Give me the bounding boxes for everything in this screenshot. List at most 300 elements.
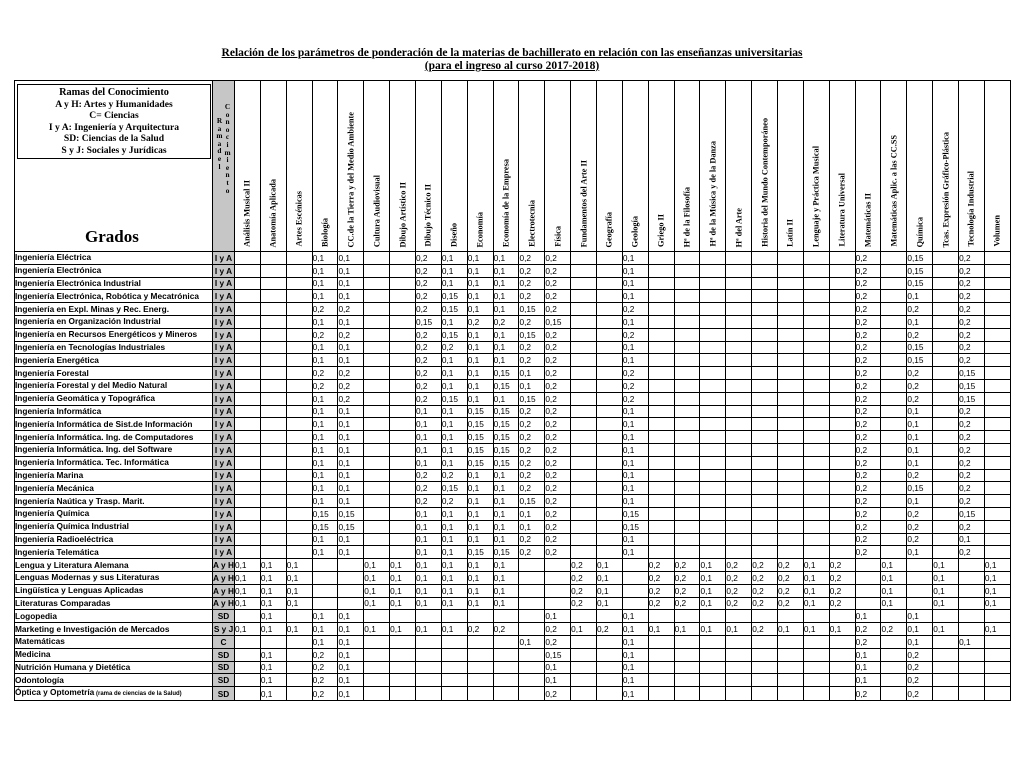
weight-cell: 0,1 bbox=[907, 418, 933, 431]
table-row bbox=[15, 687, 1011, 701]
weight-cell: 0,1 bbox=[622, 418, 648, 431]
weight-cell: 0,1 bbox=[338, 290, 364, 303]
weight-cell bbox=[803, 252, 829, 265]
weight-cell bbox=[881, 264, 907, 277]
weight-cell bbox=[881, 469, 907, 482]
weight-cell bbox=[959, 597, 985, 610]
weight-cell: 0,15 bbox=[441, 482, 467, 495]
weight-cell: 0,1 bbox=[597, 584, 623, 597]
weight-cell: 0,1 bbox=[312, 277, 338, 290]
weight-cell: 0,1 bbox=[416, 443, 442, 456]
weight-cell bbox=[235, 648, 261, 661]
weight-cell: 0,2 bbox=[545, 341, 571, 354]
weight-cell: 0,15 bbox=[441, 392, 467, 405]
weight-cell bbox=[286, 674, 312, 687]
weight-cell bbox=[752, 495, 778, 508]
weight-cell: 0,1 bbox=[286, 597, 312, 610]
weight-cell: 0,2 bbox=[416, 354, 442, 367]
weight-cell bbox=[674, 546, 700, 559]
table-row bbox=[15, 456, 1011, 469]
weight-cell: 0,2 bbox=[545, 303, 571, 316]
column-header-label: Geología bbox=[630, 215, 640, 247]
weight-cell: 0,1 bbox=[441, 443, 467, 456]
weight-cell bbox=[416, 648, 442, 661]
weight-cell bbox=[674, 431, 700, 444]
weight-cell bbox=[286, 482, 312, 495]
weight-cell bbox=[881, 252, 907, 265]
weight-cell bbox=[984, 495, 1010, 508]
weight-cell bbox=[726, 520, 752, 533]
weight-cell: 0,15 bbox=[493, 367, 519, 380]
weight-cell bbox=[778, 482, 804, 495]
weight-cell bbox=[338, 559, 364, 572]
weight-cell: 0,1 bbox=[338, 623, 364, 636]
weight-cell bbox=[648, 418, 674, 431]
weight-cell bbox=[235, 405, 261, 418]
weight-cell bbox=[648, 367, 674, 380]
weight-cell: 0,1 bbox=[519, 379, 545, 392]
weight-cell bbox=[778, 264, 804, 277]
weight-cell: 0,1 bbox=[907, 495, 933, 508]
weight-cell: 0,2 bbox=[416, 303, 442, 316]
weight-cell bbox=[829, 520, 855, 533]
weight-cell: 0,1 bbox=[467, 469, 493, 482]
weight-cell bbox=[933, 482, 959, 495]
weight-cell bbox=[648, 277, 674, 290]
weight-cell bbox=[778, 674, 804, 687]
weight-cell bbox=[726, 661, 752, 674]
weight-cell: 0,15 bbox=[312, 520, 338, 533]
degree-name-suffix: (rama de ciencias de la Salud) bbox=[94, 691, 182, 698]
weight-cell bbox=[235, 674, 261, 687]
weight-cell bbox=[260, 354, 286, 367]
weight-cell bbox=[829, 379, 855, 392]
weight-cell bbox=[674, 354, 700, 367]
weight-cell bbox=[829, 495, 855, 508]
weight-cell bbox=[959, 559, 985, 572]
weight-cell: 0,2 bbox=[416, 328, 442, 341]
weight-cell: 0,1 bbox=[519, 507, 545, 520]
weight-cell: 0,1 bbox=[441, 520, 467, 533]
weight-cell bbox=[700, 456, 726, 469]
degree-name bbox=[15, 507, 213, 520]
weight-cell: 0,2 bbox=[907, 661, 933, 674]
weight-cell bbox=[933, 328, 959, 341]
weight-cell bbox=[700, 648, 726, 661]
weight-cell: 0,1 bbox=[984, 623, 1010, 636]
weight-cell bbox=[933, 264, 959, 277]
rama-code: SD bbox=[213, 661, 235, 674]
weight-cell bbox=[390, 520, 416, 533]
weight-cell bbox=[984, 520, 1010, 533]
weight-cell: 0,15 bbox=[338, 507, 364, 520]
weight-cell bbox=[803, 418, 829, 431]
weight-cell: 0,2 bbox=[545, 520, 571, 533]
weight-cell: 0,1 bbox=[312, 456, 338, 469]
rama-header-letter: n bbox=[225, 117, 230, 127]
weight-cell bbox=[390, 443, 416, 456]
weight-cell: 0,1 bbox=[467, 277, 493, 290]
weight-cell bbox=[803, 354, 829, 367]
weight-cell: 0,1 bbox=[622, 456, 648, 469]
weight-cell: 0,2 bbox=[338, 328, 364, 341]
column-header-label: Tcas. Expresión Gráfico-Plástica bbox=[941, 131, 951, 247]
weight-cell: 0,2 bbox=[726, 571, 752, 584]
weight-cell: 0,1 bbox=[260, 661, 286, 674]
weight-cell bbox=[855, 584, 881, 597]
column-header bbox=[726, 81, 752, 252]
weight-cell bbox=[648, 507, 674, 520]
weight-cell bbox=[700, 354, 726, 367]
weight-cell: 0,1 bbox=[493, 533, 519, 546]
column-header bbox=[545, 81, 571, 252]
weight-cell bbox=[984, 418, 1010, 431]
weight-cell: 0,15 bbox=[493, 418, 519, 431]
weight-cell: 0,2 bbox=[907, 520, 933, 533]
weight-cell bbox=[648, 443, 674, 456]
weight-cell: 0,2 bbox=[648, 571, 674, 584]
weight-cell bbox=[803, 328, 829, 341]
weight-cell bbox=[726, 507, 752, 520]
weight-cell: 0,2 bbox=[545, 354, 571, 367]
weight-cell: 0,2 bbox=[855, 367, 881, 380]
weight-cell: 0,1 bbox=[312, 482, 338, 495]
weight-cell bbox=[364, 418, 390, 431]
weight-cell bbox=[803, 367, 829, 380]
weight-cell: 0,2 bbox=[338, 392, 364, 405]
weight-cell bbox=[571, 687, 597, 701]
legend-box bbox=[17, 84, 211, 159]
weight-cell bbox=[674, 277, 700, 290]
weight-cell: 0,2 bbox=[493, 315, 519, 328]
weight-cell bbox=[959, 674, 985, 687]
document-title: Relación de los parámetros de ponderación de la materias de bachillerato en relación con las enseñanzas universitarias bbox=[221, 47, 803, 59]
weight-cell: 0,1 bbox=[338, 443, 364, 456]
weight-cell: 0,1 bbox=[338, 533, 364, 546]
weight-cell: 0,1 bbox=[441, 623, 467, 636]
weight-cell bbox=[416, 610, 442, 623]
column-header bbox=[959, 81, 985, 252]
weight-cell bbox=[778, 405, 804, 418]
weight-cell bbox=[597, 661, 623, 674]
weight-cell bbox=[571, 507, 597, 520]
weight-cell: 0,2 bbox=[778, 571, 804, 584]
weight-cell: 0,1 bbox=[338, 418, 364, 431]
weight-cell bbox=[467, 661, 493, 674]
weight-cell: 0,15 bbox=[622, 507, 648, 520]
table-row bbox=[15, 443, 1011, 456]
weight-cell bbox=[390, 290, 416, 303]
weight-cell bbox=[984, 648, 1010, 661]
column-header-label: Fundamentos del Arte II bbox=[579, 159, 589, 247]
weight-cell bbox=[260, 315, 286, 328]
weight-cell bbox=[778, 418, 804, 431]
weight-cell bbox=[390, 648, 416, 661]
weight-cell bbox=[390, 315, 416, 328]
weight-cell: 0,1 bbox=[338, 661, 364, 674]
degree-name bbox=[15, 418, 213, 431]
weight-cell bbox=[881, 328, 907, 341]
weight-cell bbox=[726, 533, 752, 546]
table-row bbox=[15, 520, 1011, 533]
weight-cell bbox=[752, 367, 778, 380]
weight-cell: 0,1 bbox=[622, 661, 648, 674]
weight-cell: 0,2 bbox=[622, 379, 648, 392]
weight-cell: 0,2 bbox=[855, 252, 881, 265]
degree-name-text: Medicina bbox=[15, 649, 51, 660]
degree-name bbox=[15, 571, 213, 584]
weight-cell bbox=[571, 354, 597, 367]
weight-cell bbox=[286, 354, 312, 367]
column-header bbox=[752, 81, 778, 252]
weight-cell bbox=[829, 431, 855, 444]
weight-cell bbox=[959, 661, 985, 674]
weight-cell: 0,2 bbox=[416, 290, 442, 303]
degree-name-text: Lenguas Modernas y sus Literaturas bbox=[15, 572, 160, 583]
weight-cell bbox=[907, 559, 933, 572]
weight-cell bbox=[571, 405, 597, 418]
weight-cell bbox=[312, 559, 338, 572]
weight-cell: 0,1 bbox=[338, 405, 364, 418]
degree-name bbox=[15, 610, 213, 623]
table-row bbox=[15, 482, 1011, 495]
weight-cell: 0,2 bbox=[416, 277, 442, 290]
table-row bbox=[15, 290, 1011, 303]
weight-cell: 0,1 bbox=[338, 277, 364, 290]
weight-cell: 0,2 bbox=[959, 443, 985, 456]
weight-cell bbox=[648, 469, 674, 482]
weight-cell: 0,1 bbox=[803, 584, 829, 597]
weight-cell: 0,2 bbox=[907, 533, 933, 546]
weight-cell bbox=[235, 264, 261, 277]
weight-cell bbox=[364, 354, 390, 367]
weight-cell: 0,1 bbox=[622, 533, 648, 546]
weight-cell bbox=[959, 687, 985, 701]
weight-cell: 0,2 bbox=[493, 623, 519, 636]
weight-cell: 0,2 bbox=[622, 328, 648, 341]
weight-cell bbox=[235, 546, 261, 559]
weight-cell bbox=[726, 610, 752, 623]
weight-cell: 0,2 bbox=[959, 252, 985, 265]
column-header-label: Hª de la Filosofía bbox=[682, 186, 692, 247]
table-row bbox=[15, 559, 1011, 572]
weight-cell: 0,1 bbox=[467, 367, 493, 380]
weight-cell: 0,1 bbox=[286, 571, 312, 584]
weight-cell bbox=[493, 635, 519, 648]
weight-cell bbox=[778, 495, 804, 508]
weight-cell bbox=[829, 546, 855, 559]
weight-cell: 0,1 bbox=[467, 328, 493, 341]
weight-cell bbox=[312, 584, 338, 597]
weight-cell bbox=[829, 648, 855, 661]
degree-name-text: Ingeniería Forestal y del Medio Natural bbox=[15, 380, 168, 391]
weight-cell bbox=[881, 303, 907, 316]
weight-cell bbox=[648, 328, 674, 341]
weight-cell bbox=[364, 431, 390, 444]
weight-cell bbox=[829, 687, 855, 701]
rama-code: I y A bbox=[213, 392, 235, 405]
weight-cell bbox=[260, 392, 286, 405]
weight-cell bbox=[726, 290, 752, 303]
weight-cell: 0,1 bbox=[622, 252, 648, 265]
weight-cell: 0,1 bbox=[933, 597, 959, 610]
weight-cell bbox=[260, 635, 286, 648]
weight-cell: 0,2 bbox=[752, 571, 778, 584]
weight-cell: 0,2 bbox=[726, 584, 752, 597]
weight-cell: 0,15 bbox=[338, 520, 364, 533]
weight-cell bbox=[984, 328, 1010, 341]
weight-cell bbox=[286, 277, 312, 290]
weight-cell bbox=[933, 635, 959, 648]
weight-cell bbox=[984, 610, 1010, 623]
weight-cell: 0,2 bbox=[519, 277, 545, 290]
weight-cell bbox=[933, 469, 959, 482]
weight-cell bbox=[752, 431, 778, 444]
weight-cell: 0,15 bbox=[622, 520, 648, 533]
weight-cell: 0,1 bbox=[467, 379, 493, 392]
weight-cell: 0,2 bbox=[752, 584, 778, 597]
weight-cell: 0,1 bbox=[467, 252, 493, 265]
weight-cell: 0,2 bbox=[519, 354, 545, 367]
weight-cell bbox=[752, 315, 778, 328]
degree-name-text: Ingeniería Informática de Sist.de Información bbox=[15, 418, 193, 429]
column-header bbox=[312, 81, 338, 252]
weight-cell: 0,1 bbox=[235, 584, 261, 597]
weight-cell: 0,1 bbox=[338, 610, 364, 623]
weight-cell: 0,1 bbox=[907, 456, 933, 469]
weight-cell: 0,2 bbox=[571, 559, 597, 572]
weight-cell bbox=[571, 661, 597, 674]
weight-cell: 0,2 bbox=[907, 367, 933, 380]
weight-cell bbox=[674, 443, 700, 456]
weight-cell bbox=[622, 559, 648, 572]
weight-cell bbox=[235, 315, 261, 328]
weight-cell: 0,1 bbox=[338, 674, 364, 687]
weight-cell bbox=[597, 507, 623, 520]
weight-cell bbox=[597, 341, 623, 354]
weight-cell: 0,1 bbox=[597, 571, 623, 584]
weight-cell: 0,2 bbox=[855, 482, 881, 495]
weight-cell: 0,2 bbox=[648, 597, 674, 610]
weight-cell: 0,1 bbox=[338, 264, 364, 277]
weight-cell bbox=[390, 469, 416, 482]
weight-cell: 0,1 bbox=[467, 290, 493, 303]
weight-cell: 0,15 bbox=[441, 303, 467, 316]
weight-cell bbox=[597, 328, 623, 341]
weight-cell: 0,2 bbox=[907, 379, 933, 392]
rama-header-letter: n bbox=[225, 170, 230, 180]
degree-name-text: Ingeniería Electrónica Industrial bbox=[15, 277, 141, 288]
weight-cell bbox=[933, 507, 959, 520]
weight-cell: 0,1 bbox=[441, 597, 467, 610]
weight-cell: 0,1 bbox=[493, 303, 519, 316]
weight-cell bbox=[700, 418, 726, 431]
weight-cell: 0,2 bbox=[855, 533, 881, 546]
weight-cell bbox=[597, 610, 623, 623]
weight-cell: 0,2 bbox=[545, 328, 571, 341]
weight-cell bbox=[674, 482, 700, 495]
weight-cell bbox=[260, 520, 286, 533]
weight-cell bbox=[571, 277, 597, 290]
weight-cell: 0,1 bbox=[984, 559, 1010, 572]
weight-cell bbox=[803, 264, 829, 277]
column-header bbox=[390, 81, 416, 252]
weight-cell bbox=[364, 687, 390, 701]
weight-cell bbox=[752, 520, 778, 533]
rama-code: SD bbox=[213, 610, 235, 623]
weight-cell bbox=[726, 456, 752, 469]
weight-cell: 0,15 bbox=[467, 456, 493, 469]
weight-cell bbox=[519, 584, 545, 597]
weight-cell bbox=[881, 405, 907, 418]
table-row bbox=[15, 610, 1011, 623]
weight-cell: 0,15 bbox=[519, 303, 545, 316]
rama-code: I y A bbox=[213, 379, 235, 392]
weight-cell: 0,1 bbox=[907, 623, 933, 636]
weight-cell: 0,1 bbox=[235, 559, 261, 572]
weight-cell bbox=[855, 597, 881, 610]
weight-cell: 0,1 bbox=[519, 367, 545, 380]
weight-cell: 0,1 bbox=[545, 610, 571, 623]
weight-cell bbox=[726, 303, 752, 316]
weight-cell bbox=[778, 507, 804, 520]
weight-cell: 0,1 bbox=[467, 597, 493, 610]
weight-cell: 0,1 bbox=[312, 264, 338, 277]
weight-cell: 0,15 bbox=[959, 367, 985, 380]
weight-cell bbox=[441, 648, 467, 661]
weight-cell bbox=[648, 431, 674, 444]
weight-cell bbox=[648, 392, 674, 405]
weight-cell bbox=[416, 687, 442, 701]
rama-code: I y A bbox=[213, 482, 235, 495]
weight-cell: 0,2 bbox=[855, 328, 881, 341]
rama-header-letter: o bbox=[225, 185, 230, 195]
weight-cell bbox=[959, 571, 985, 584]
weight-cell: 0,2 bbox=[467, 623, 493, 636]
weight-cell bbox=[984, 546, 1010, 559]
weight-cell: 0,1 bbox=[829, 623, 855, 636]
weight-cell bbox=[984, 367, 1010, 380]
weight-cell: 0,2 bbox=[416, 469, 442, 482]
weight-cell bbox=[648, 520, 674, 533]
weight-cell bbox=[390, 341, 416, 354]
weight-cell bbox=[648, 354, 674, 367]
weight-cell: 0,1 bbox=[312, 418, 338, 431]
rama-code: SD bbox=[213, 687, 235, 701]
rama-header-letter: R bbox=[216, 116, 223, 125]
weight-cell: 0,1 bbox=[260, 648, 286, 661]
column-header-label: Anatomía Aplicada bbox=[268, 178, 278, 247]
weight-cell bbox=[648, 303, 674, 316]
weight-cell: 0,1 bbox=[441, 277, 467, 290]
weight-cell: 0,2 bbox=[829, 597, 855, 610]
weight-cell: 0,15 bbox=[493, 431, 519, 444]
weight-cell bbox=[726, 405, 752, 418]
weight-cell: 0,1 bbox=[390, 559, 416, 572]
weight-cell bbox=[519, 571, 545, 584]
weight-cell bbox=[286, 315, 312, 328]
weight-cell bbox=[674, 674, 700, 687]
weight-cell bbox=[364, 303, 390, 316]
weight-cell bbox=[648, 635, 674, 648]
weight-cell: 0,15 bbox=[519, 495, 545, 508]
legend-line: SD: Ciencias de la Salud bbox=[63, 133, 165, 144]
weight-cell bbox=[881, 341, 907, 354]
weight-cell bbox=[674, 610, 700, 623]
weight-cell: 0,1 bbox=[312, 635, 338, 648]
degree-name-text: Óptica y Optometría bbox=[15, 687, 95, 698]
rama-code: I y A bbox=[213, 290, 235, 303]
